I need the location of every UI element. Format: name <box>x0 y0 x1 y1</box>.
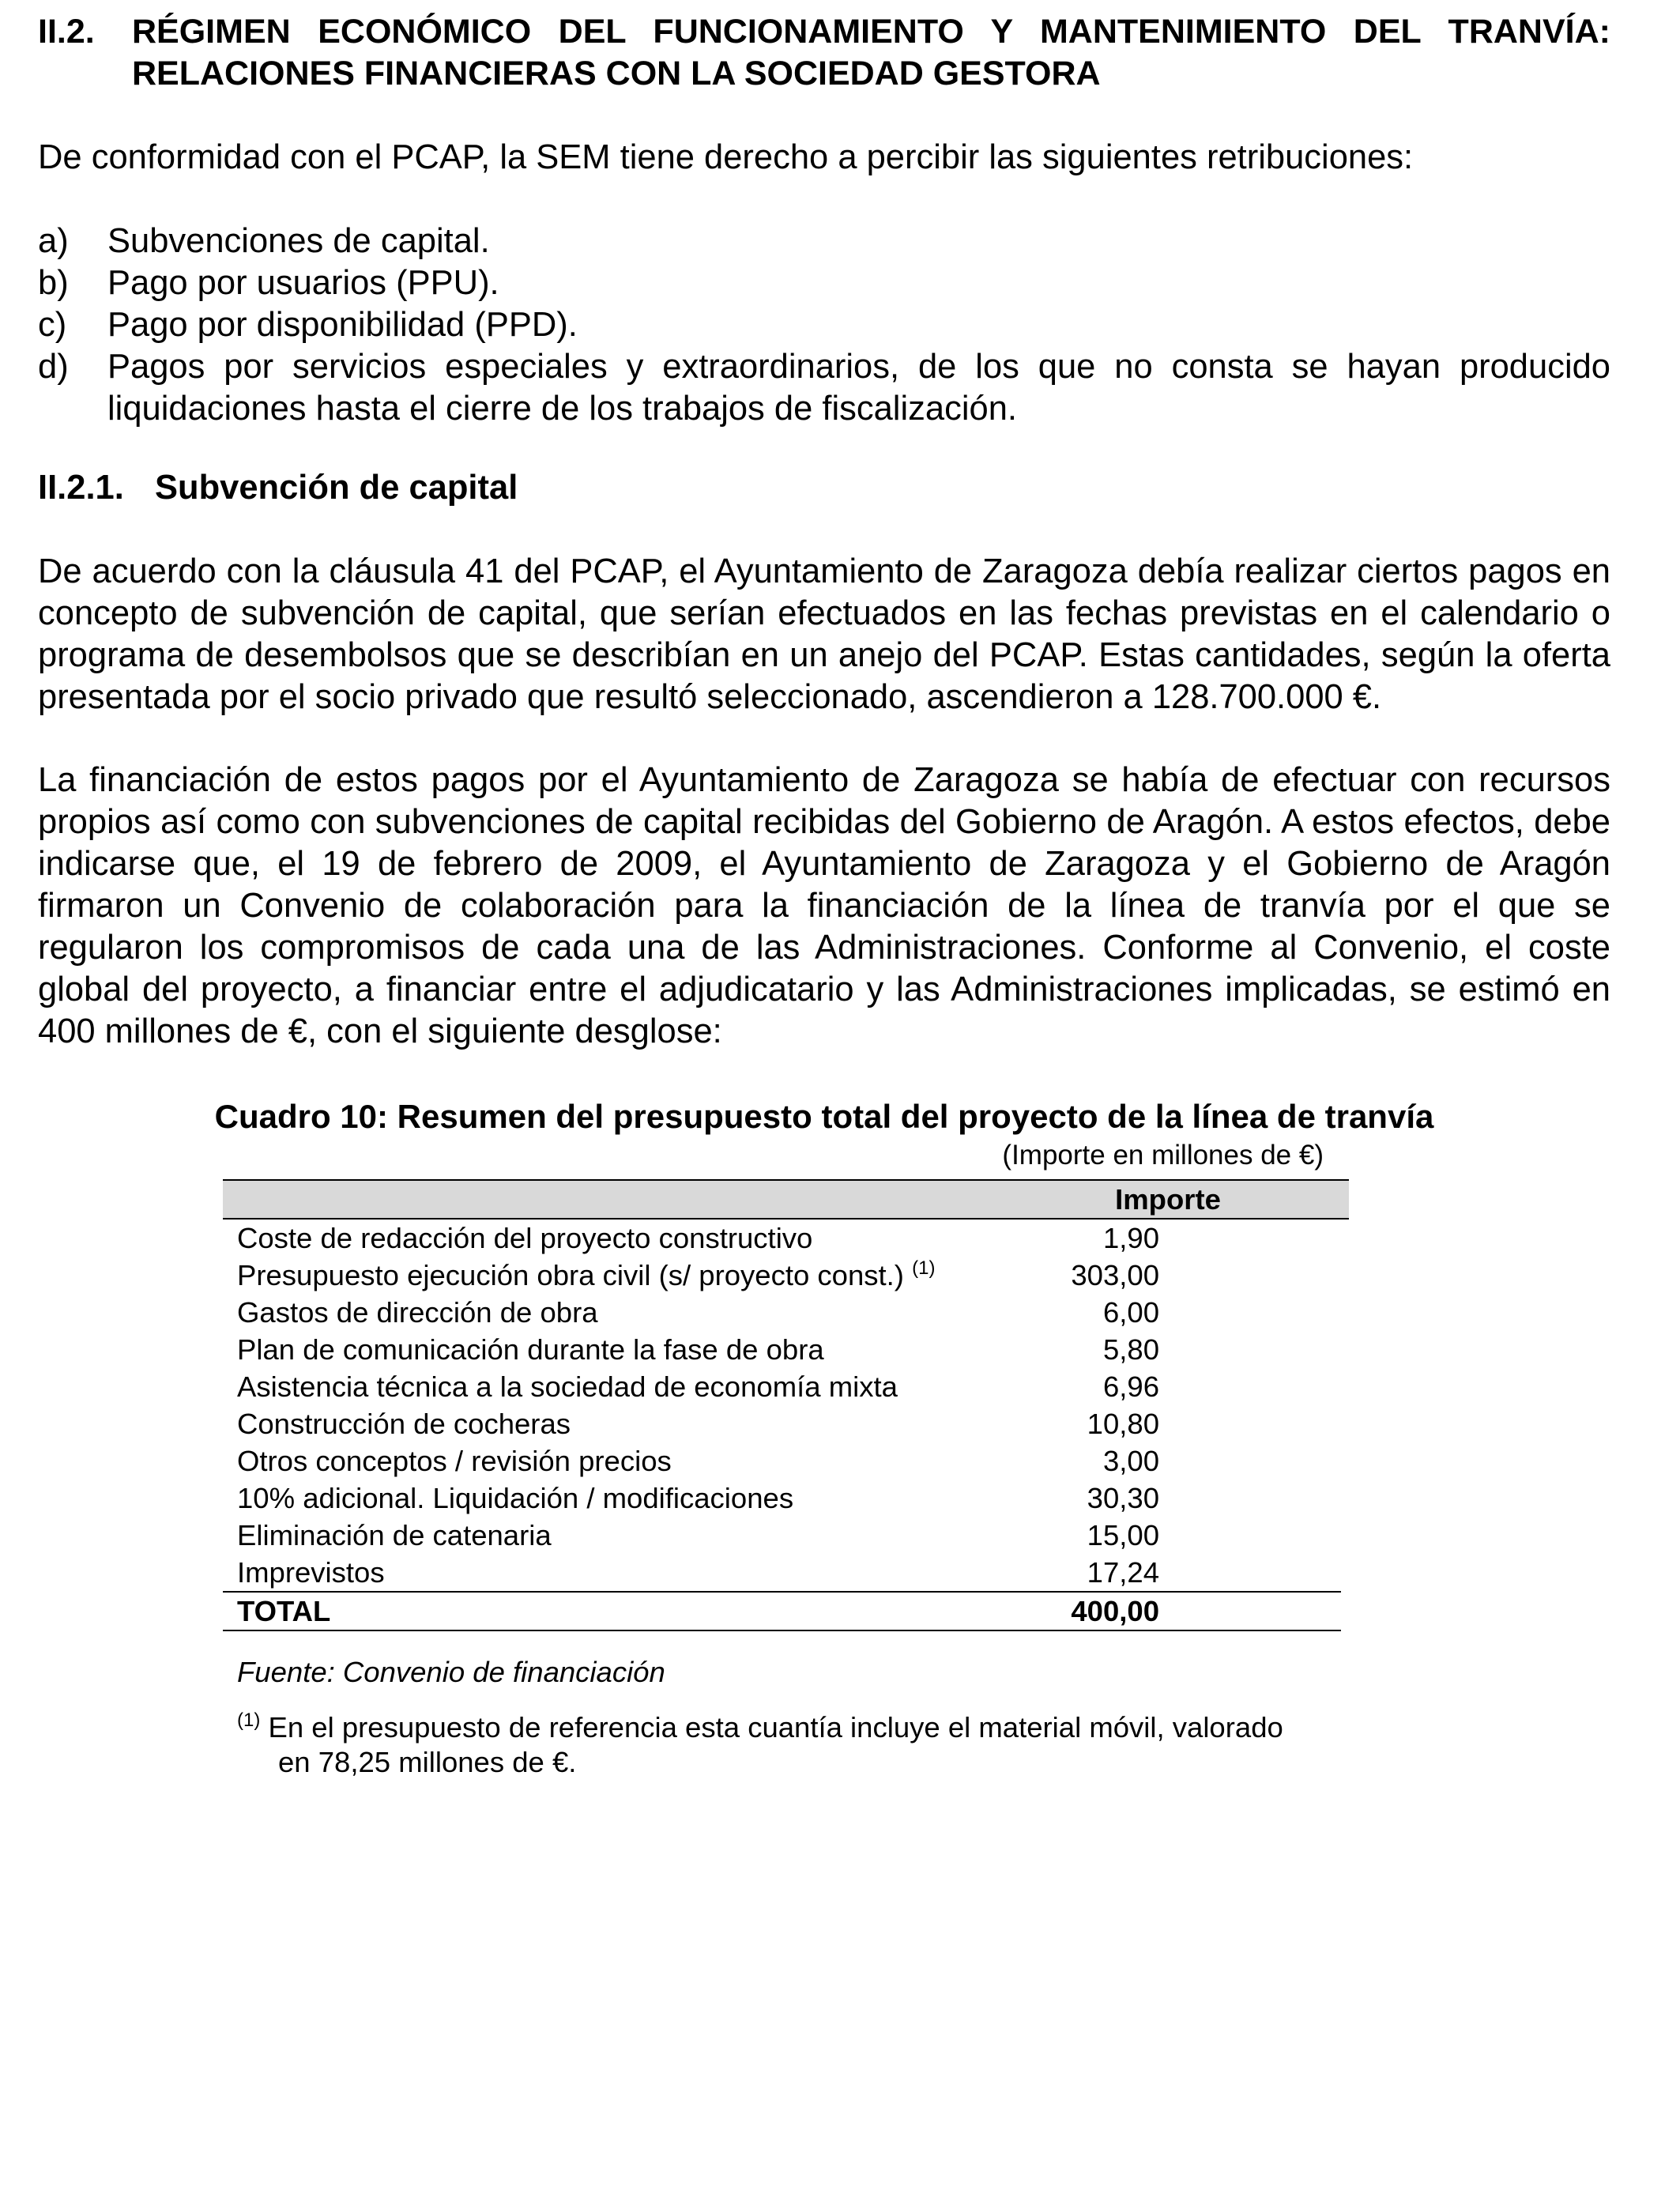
list-item-text: Subvenciones de capital. <box>107 222 490 260</box>
list-item-label: a) <box>38 222 69 260</box>
table-total-label: TOTAL <box>237 1595 331 1627</box>
footnote-line-2: en 78,25 millones de €. <box>278 1746 577 1778</box>
footnote-line-1: En el presupuesto de referencia esta cuantía incluye el material móvil, valorado <box>268 1711 1283 1744</box>
section-heading <box>38 11 1610 95</box>
section-number: II.2. <box>38 13 95 51</box>
table-cell-amount: 303,00 <box>1071 1259 1159 1291</box>
table-row <box>223 1368 1349 1405</box>
table-cell-concept: Construcción de cocheras <box>237 1408 571 1440</box>
table-cell-concept: Gastos de dirección de obra <box>237 1296 598 1329</box>
table-header-row <box>223 1179 1349 1220</box>
list-item-text: Pagos por servicios especiales y extraordinarios, de los que no consta se hayan producido liquidaciones hasta el cierre de los trabajos de fiscalización. <box>107 348 1610 428</box>
table-cell-amount: 10,80 <box>1087 1408 1159 1440</box>
table-header-importe: Importe <box>1115 1183 1221 1216</box>
table-cell-amount: 30,30 <box>1087 1482 1159 1514</box>
list-item <box>38 346 1610 430</box>
footnote-mark: (1) <box>237 1710 261 1731</box>
table-cell-concept-text: Presupuesto ejecución obra civil (s/ proyecto const.) <box>237 1259 904 1291</box>
table-cell-concept <box>237 1257 935 1294</box>
table-source: Fuente: Convenio de financiación <box>237 1656 665 1688</box>
table-cell-concept: Eliminación de catenaria <box>237 1519 552 1551</box>
retribution-list <box>38 221 1610 430</box>
list-item <box>38 304 1610 346</box>
list-item-text: Pago por usuarios (PPU). <box>107 264 499 302</box>
list-item-label: d) <box>38 348 69 386</box>
table-cell-concept: Asistencia técnica a la sociedad de economía mixta <box>237 1370 898 1403</box>
table-cell-amount: 17,24 <box>1087 1556 1159 1589</box>
table-cell-amount: 3,00 <box>1102 1445 1159 1477</box>
list-item <box>38 221 1610 262</box>
table-row <box>223 1517 1349 1554</box>
document-page <box>38 11 1610 1137</box>
budget-table <box>223 1179 1349 1789</box>
table-total-amount: 400,00 <box>1071 1595 1159 1627</box>
subsection-heading <box>38 467 1610 509</box>
table-row <box>223 1220 1349 1257</box>
table-cell-concept: 10% adicional. Liquidación / modificaciones <box>237 1482 794 1514</box>
table-cell-concept: Imprevistos <box>237 1556 385 1589</box>
table-total-row <box>223 1591 1341 1631</box>
list-item <box>38 262 1610 304</box>
table-row <box>223 1405 1349 1442</box>
table-caption: Cuadro 10: Resumen del presupuesto total del proyecto de la línea de tranvía <box>214 1098 1434 1135</box>
table-row <box>223 1257 1349 1294</box>
table-cell-amount: 5,80 <box>1102 1333 1159 1366</box>
body-paragraph: La financiación de estos pagos por el Ayuntamiento de Zaragoza se había de efectuar con recursos propios así como con subvenciones de capital recibidas del Gobierno de Aragón. A estos efectos, debe indicarse que, el 19 de febrero de 2009, el Ayuntamiento de Zaragoza y el Gobierno de Aragón firmaron un Convenio de colaboración para la financiación de la línea de tranvía por el que se regularon los compromisos de cada una de las Administraciones. Conforme al Convenio, el coste global del proyecto, a financiar entre el adjudicatario y las Administraciones implicadas, se estimó en 400 millones de €, con el siguiente desglose: <box>38 761 1610 1050</box>
table-unit-note: (Importe en millones de €) <box>1002 1140 1324 1171</box>
table-cell-concept: Coste de redacción del proyecto constructivo <box>237 1222 813 1254</box>
list-item-text: Pago por disponibilidad (PPD). <box>107 306 578 344</box>
list-item-label: b) <box>38 264 69 302</box>
table-cell-concept: Otros conceptos / revisión precios <box>237 1445 672 1477</box>
table-row <box>223 1480 1349 1517</box>
table-footnote <box>237 1710 1341 1780</box>
table-row <box>223 1331 1349 1368</box>
table-cell-amount: 6,96 <box>1102 1370 1159 1403</box>
footnote-reference: (1) <box>912 1257 936 1279</box>
table-cell-concept: Plan de comunicación durante la fase de obra <box>237 1333 824 1366</box>
section-title: RÉGIMEN ECONÓMICO DEL FUNCIONAMIENTO Y MANTENIMIENTO DEL TRANVÍA: RELACIONES FINANCIERAS CON LA SOCIEDAD GESTORA <box>132 13 1610 92</box>
table-row <box>223 1554 1349 1591</box>
body-paragraph: De acuerdo con la cláusula 41 del PCAP, el Ayuntamiento de Zaragoza debía realizar ciertos pagos en concepto de subvención de capital, que serían efectuados en las fechas previstas en el calendario o programa de desembolsos que se describían en un anejo del PCAP. Estas cantidades, según la oferta presentada por el socio privado que resultó seleccionado, ascendieron a 128.700.000 €. <box>38 552 1610 716</box>
list-item-label: c) <box>38 306 67 344</box>
table-row <box>223 1294 1349 1331</box>
table-cell-amount: 1,90 <box>1102 1222 1159 1254</box>
subsection-title: Subvención de capital <box>155 469 518 507</box>
intro-paragraph: De conformidad con el PCAP, la SEM tiene derecho a percibir las siguientes retribuciones: <box>38 138 1414 176</box>
table-cell-amount: 6,00 <box>1102 1296 1159 1329</box>
table-row <box>223 1442 1349 1480</box>
subsection-number: II.2.1. <box>38 469 124 507</box>
table-cell-amount: 15,00 <box>1087 1519 1159 1551</box>
